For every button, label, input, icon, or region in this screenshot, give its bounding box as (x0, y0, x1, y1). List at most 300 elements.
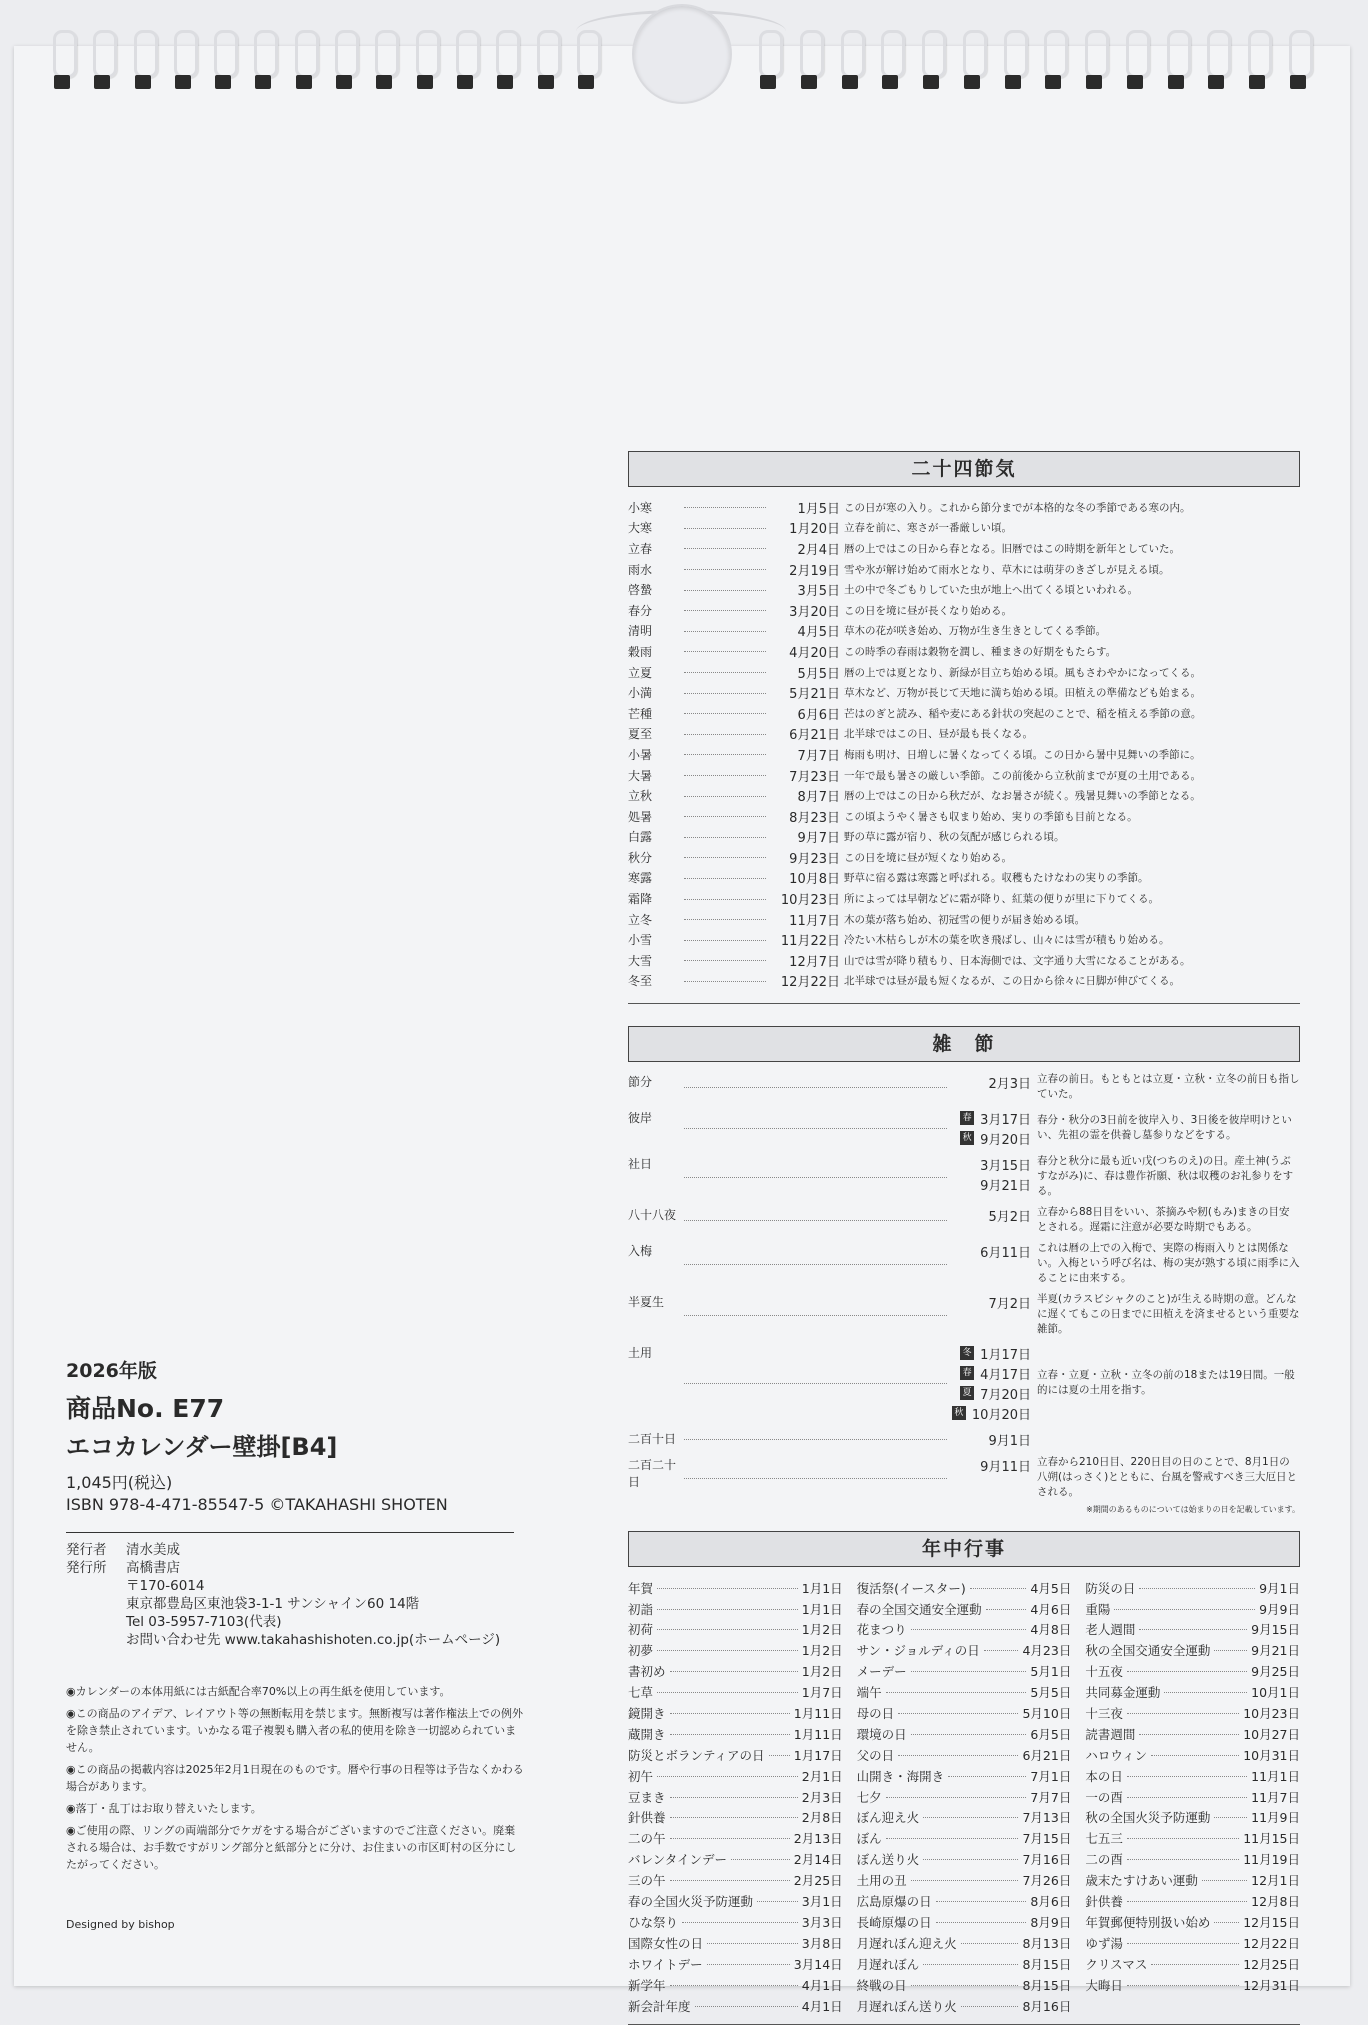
leader-dots (684, 1314, 947, 1316)
event-row (1085, 1891, 1300, 1912)
zassetsu-description: 春分・秋分の3日前を彼岸入り、3日後を彼岸明けといい、先祖の霊を供養し墓参りなどをする。 (1037, 1114, 1292, 1142)
coil-loop (577, 30, 601, 78)
sekki-date: 10月8日 (789, 872, 840, 888)
season-tag: 春 (960, 1366, 974, 1380)
sekki-row (628, 621, 1300, 642)
season-tag: 秋 (960, 1131, 974, 1145)
sekki-name: 立春 (628, 541, 653, 556)
event-date: 10月1日 (1251, 1685, 1300, 1701)
zassetsu-row (628, 1429, 1300, 1449)
isbn: ISBN 978-4-471-85547-5 ©TAKAHASHI SHOTEN (66, 1495, 448, 1514)
sekki-description: この日が寒の入り。これから節分までが本格的な冬の季節である寒の内。 (844, 501, 1191, 514)
date-line (952, 1403, 1031, 1423)
event-date: 2月8日 (801, 1810, 843, 1826)
zassetsu-dates (951, 1154, 1031, 1199)
leader-dots (886, 1837, 1019, 1839)
leader-dots (684, 795, 766, 797)
sekki-row (628, 868, 1300, 889)
leader-dots (670, 1712, 790, 1714)
divider (66, 1532, 514, 1533)
coil-loop (416, 30, 440, 78)
events-column (628, 1577, 843, 2016)
punch-hole (1249, 75, 1265, 89)
event-row (628, 1786, 843, 1807)
zassetsu-row (628, 1108, 1300, 1148)
event-date: 12月31日 (1243, 1977, 1300, 1993)
event-name: 復活祭(イースター) (856, 1580, 966, 1596)
event-name: 読書週間 (1085, 1726, 1136, 1742)
event-date: 1月17日 (793, 1747, 843, 1763)
event-row (1085, 1807, 1300, 1828)
event-row (628, 1619, 843, 1640)
binding-coil (919, 30, 943, 94)
event-name: クリスマス (1085, 1956, 1148, 1972)
leader-dots (684, 1477, 947, 1479)
event-date: 11月9日 (1251, 1810, 1300, 1826)
zassetsu-description (1031, 1429, 1300, 1449)
event-name: 初詣 (628, 1601, 654, 1617)
zassetsu-date: 7月20日 (980, 1387, 1031, 1403)
event-date: 7月16日 (1022, 1852, 1072, 1868)
zassetsu-row (628, 1072, 1300, 1102)
leader-dots (1139, 1587, 1255, 1589)
event-date: 3月1日 (801, 1894, 843, 1910)
binding-coil (131, 30, 155, 94)
company-name: 高橋書店 (126, 1560, 180, 1576)
price: 1,045円(税込) (66, 1473, 173, 1492)
leader-dots (657, 1775, 798, 1777)
punch-hole (215, 75, 231, 89)
leader-dots (684, 1127, 947, 1129)
leader-dots (1127, 1775, 1247, 1777)
event-name: 七五三 (1085, 1831, 1123, 1847)
zassetsu-name: 入梅 (628, 1244, 653, 1259)
zassetsu-date: 9月1日 (988, 1433, 1031, 1449)
sekki-row (628, 497, 1300, 518)
event-row (628, 1870, 843, 1891)
coil-loop (1207, 30, 1231, 78)
sekki-date: 12月7日 (789, 954, 840, 970)
leader-dots (1214, 1816, 1247, 1818)
sekki-name: 大寒 (628, 521, 653, 536)
event-name: 針供養 (628, 1810, 666, 1826)
event-date: 8月9日 (1030, 1914, 1072, 1930)
binding-coil (1082, 30, 1106, 94)
leader-dots (986, 1608, 1027, 1610)
zassetsu-description: 立春から210日目、220日目の日のことで、8月1日の八朔(はっさく)とともに、台風を警戒すべき三大厄日とされる。 (1037, 1456, 1297, 1499)
event-row (1085, 1932, 1300, 1953)
event-row (628, 1828, 843, 1849)
zassetsu-date: 2月3日 (988, 1076, 1031, 1092)
coil-loop (496, 30, 520, 78)
leader-dots (684, 980, 766, 982)
date-line (960, 1108, 1031, 1128)
coil-loop (759, 30, 783, 78)
event-date: 5月10日 (1022, 1706, 1072, 1722)
sekki-name: 立秋 (628, 789, 653, 804)
coil-loop (1248, 30, 1272, 78)
event-row (857, 1640, 1072, 1661)
event-date: 9月21日 (1251, 1643, 1300, 1659)
events-column (857, 1577, 1072, 2016)
zassetsu-row (628, 1292, 1300, 1337)
event-name: 老人週間 (1085, 1622, 1136, 1638)
event-name: バレンタインデー (628, 1852, 727, 1868)
binding-coil (534, 30, 558, 94)
event-row (857, 1765, 1072, 1786)
event-row (1085, 1765, 1300, 1786)
zassetsu-dates (951, 1455, 1031, 1500)
leader-dots (1214, 1649, 1247, 1651)
leader-dots (923, 1816, 1018, 1818)
coil-loop (1289, 30, 1313, 78)
date-line (960, 1128, 1031, 1148)
zassetsu-date: 9月11日 (980, 1459, 1031, 1475)
sekki-date: 6月21日 (789, 728, 840, 744)
event-row (857, 1891, 1072, 1912)
event-date: 7月7日 (1030, 1789, 1072, 1805)
binding-coil (1041, 30, 1065, 94)
event-name: 山開き・海開き (856, 1768, 945, 1784)
event-row (1085, 1870, 1300, 1891)
event-date: 6月21日 (1022, 1747, 1072, 1763)
zassetsu-row (628, 1455, 1300, 1500)
binding-coil (251, 30, 275, 94)
sekki-row (628, 641, 1300, 662)
event-name: 環境の日 (856, 1726, 907, 1742)
leader-dots (911, 1984, 1019, 1986)
punch-hole (135, 75, 151, 89)
leader-dots (695, 2005, 798, 2007)
event-date: 1月2日 (801, 1664, 843, 1680)
sekki-row (628, 847, 1300, 868)
event-name: 蔵開き (628, 1726, 666, 1742)
sekki-name: 小寒 (628, 500, 653, 515)
event-date: 8月13日 (1022, 1935, 1072, 1951)
coil-loop (174, 30, 198, 78)
leader-dots (684, 774, 766, 776)
binding-coil (797, 30, 821, 94)
season-tag: 夏 (960, 1386, 974, 1400)
leader-dots (1164, 1691, 1247, 1693)
leader-dots (670, 1733, 790, 1735)
event-row (857, 1577, 1072, 1598)
sekki-name: 芒種 (628, 706, 653, 721)
leader-dots (684, 856, 766, 858)
zassetsu-date: 9月21日 (980, 1178, 1031, 1194)
event-row (1085, 1744, 1300, 1765)
event-row (857, 1723, 1072, 1744)
publisher-label: 発行者 (66, 1542, 107, 1558)
binding-coils-right (756, 30, 1310, 100)
event-name: 春の全国火災予防運動 (628, 1894, 754, 1910)
sekki-row (628, 518, 1300, 539)
event-date: 9月25日 (1251, 1664, 1300, 1680)
date-line (960, 1363, 1031, 1383)
event-name: 月遅れぼん送り火 (856, 1998, 957, 2014)
leader-dots (1127, 1796, 1247, 1798)
punch-hole (801, 75, 817, 89)
sekki-description: 土の中で冬ごもりしていた虫が地上へ出てくる頃といわれる。 (844, 584, 1138, 597)
leader-dots (1151, 1963, 1239, 1965)
leader-dots (684, 815, 766, 817)
date-line (988, 1072, 1031, 1092)
event-name: 針供養 (1085, 1894, 1123, 1910)
sekki-description: この時季の春雨は穀物を潤し、種まきの好期をもたらす。 (844, 645, 1117, 658)
event-date: 1月1日 (801, 1580, 843, 1596)
sekki-date: 7月7日 (797, 748, 840, 764)
zassetsu-name: 社日 (628, 1157, 653, 1172)
binding-coil (1164, 30, 1188, 94)
binding-coil (1204, 30, 1228, 94)
sekki-row (628, 909, 1300, 930)
leader-dots (684, 568, 766, 570)
binding-coil (1001, 30, 1025, 94)
season-tag: 秋 (952, 1406, 966, 1420)
event-row (857, 1870, 1072, 1891)
zassetsu-header: 雑 節 (628, 1026, 1300, 1062)
event-row (857, 1953, 1072, 1974)
event-row (628, 1953, 843, 1974)
event-row (628, 1723, 843, 1744)
leader-dots (684, 712, 766, 714)
zassetsu-name: 彼岸 (628, 1111, 653, 1126)
zassetsu-description: 半夏(カラスビシャクのこと)が生える時期の意。どんなに遅くてもこの日までに田植えを済ませるという重要な雑節。 (1037, 1293, 1300, 1336)
punch-hole (578, 75, 594, 89)
leader-dots (684, 753, 766, 755)
event-date: 8月16日 (1022, 1998, 1072, 2014)
contact-url: お問い合わせ先 www.takahashishoten.co.jp(ホームページ) (126, 1632, 501, 1648)
leader-dots (684, 1382, 947, 1384)
sekki-name: 大暑 (628, 768, 653, 783)
leader-dots (923, 1963, 1018, 1965)
leader-dots (1127, 1712, 1239, 1714)
event-date: 7月1日 (1030, 1768, 1072, 1784)
sekki-description: 立春を前に、寒さが一番厳しい頃。 (844, 522, 1012, 535)
leader-dots (684, 1086, 947, 1088)
event-name: 歳末たすけあい運動 (1085, 1873, 1198, 1889)
event-name: 共同募金運動 (1085, 1685, 1161, 1701)
leader-dots (684, 959, 766, 961)
zassetsu-date: 5月2日 (988, 1209, 1031, 1225)
punch-hole (255, 75, 271, 89)
event-row (857, 1807, 1072, 1828)
coil-loop (537, 30, 561, 78)
leader-dots (684, 1438, 947, 1440)
zassetsu-name: 土用 (628, 1346, 653, 1361)
sekki-name: 啓蟄 (628, 583, 653, 598)
zassetsu-dates (951, 1072, 1031, 1102)
zassetsu-row (628, 1154, 1300, 1199)
leader-dots (898, 1712, 1018, 1714)
leader-dots (670, 1984, 798, 1986)
leader-dots (670, 1816, 798, 1818)
leader-dots (684, 939, 766, 941)
date-line (988, 1292, 1031, 1312)
event-name: 三の午 (628, 1873, 666, 1889)
event-row (857, 1744, 1072, 1765)
sekki-name: 立夏 (628, 665, 653, 680)
event-name: メーデー (856, 1664, 907, 1680)
event-date: 9月15日 (1251, 1622, 1300, 1638)
leader-dots (707, 1963, 790, 1965)
leader-dots (1214, 1921, 1239, 1923)
event-row (628, 1974, 843, 1995)
binding-coil (292, 30, 316, 94)
event-row (857, 1974, 1072, 1995)
sekki-description: 冷たい木枯らしが木の葉を吹き飛ばし、山々には雪が積もり始める。 (844, 934, 1170, 947)
product-name: エコカレンダー壁掛[B4] (66, 1433, 338, 1461)
binding-coil (372, 30, 396, 94)
sekki-date: 5月21日 (789, 687, 840, 703)
event-row (857, 1995, 1072, 2016)
sekki-date: 9月7日 (797, 831, 840, 847)
event-name: 広島原爆の日 (856, 1894, 932, 1910)
event-name: 月遅れぼん迎え火 (856, 1935, 957, 1951)
event-row (628, 1661, 843, 1682)
sekki-name: 秋分 (628, 850, 653, 865)
binding-coil (211, 30, 235, 94)
sekki-name: 雨水 (628, 562, 653, 577)
binding-coil (878, 30, 902, 94)
zassetsu-name: 節分 (628, 1075, 653, 1090)
coil-loop (456, 30, 480, 78)
event-date: 1月11日 (793, 1706, 843, 1722)
punch-hole (1168, 75, 1184, 89)
event-date: 4月8日 (1030, 1622, 1072, 1638)
leader-dots (684, 609, 766, 611)
season-tag: 冬 (960, 1346, 974, 1360)
event-name: 初夢 (628, 1643, 654, 1659)
binding-coil (756, 30, 780, 94)
punch-hole (497, 75, 513, 89)
leader-dots (684, 836, 766, 838)
sekki-description: 草木の花が咲き始め、万物が生き生きとしてくる季節。 (844, 625, 1107, 638)
event-date: 11月15日 (1243, 1831, 1300, 1847)
binding-coil (453, 30, 477, 94)
sekki-row (628, 703, 1300, 724)
sekki-name: 小暑 (628, 747, 653, 762)
sekki-name: 春分 (628, 603, 653, 618)
punch-hole (964, 75, 980, 89)
sekki-date: 8月23日 (789, 810, 840, 826)
punch-hole (1290, 75, 1306, 89)
event-row (628, 1703, 843, 1724)
event-row (1085, 1619, 1300, 1640)
event-name: 初午 (628, 1768, 654, 1784)
event-date: 10月31日 (1243, 1747, 1300, 1763)
event-name: 一の酉 (1085, 1789, 1123, 1805)
date-line (960, 1383, 1031, 1403)
leader-dots (984, 1649, 1019, 1651)
sekki-description: 木の葉が落ち始め、初冠雪の便りが届き始める頃。 (844, 913, 1086, 926)
zassetsu-date: 7月2日 (988, 1296, 1031, 1312)
leader-dots (936, 1900, 1027, 1902)
event-row (1085, 1640, 1300, 1661)
event-row (857, 1682, 1072, 1703)
product-number: 商品No. E77 (66, 1394, 225, 1423)
sekki-name: 霜降 (628, 892, 653, 907)
zassetsu-date: 6月11日 (980, 1245, 1031, 1261)
leader-dots (684, 692, 766, 694)
sekki-date: 1月20日 (789, 522, 840, 538)
sekki-row (628, 765, 1300, 786)
edition: 2026年版 (66, 1360, 157, 1382)
event-name: 防災の日 (1085, 1580, 1136, 1596)
event-row (857, 1598, 1072, 1619)
leader-dots (961, 2005, 1019, 2007)
sekki-name: 大雪 (628, 953, 653, 968)
company-label: 発行所 (66, 1560, 107, 1576)
product-info (66, 1356, 526, 1878)
zassetsu-dates (951, 1343, 1031, 1423)
event-date: 5月5日 (1030, 1685, 1072, 1701)
event-date: 1月7日 (801, 1685, 843, 1701)
sekki-date: 6月6日 (797, 707, 840, 723)
event-date: 7月13日 (1022, 1810, 1072, 1826)
event-row (628, 1640, 843, 1661)
punch-hole (1086, 75, 1102, 89)
sekki-description: 北半球ではこの日、昼が最も長くなる。 (844, 728, 1033, 741)
leader-dots (1127, 1900, 1247, 1902)
sekki-row (628, 579, 1300, 600)
event-name: 秋の全国交通安全運動 (1085, 1643, 1211, 1659)
event-row (1085, 1682, 1300, 1703)
sekki-date: 8月7日 (797, 790, 840, 806)
leader-dots (684, 527, 766, 529)
coil-loop (1044, 30, 1068, 78)
event-date: 9月1日 (1259, 1580, 1300, 1596)
coil-loop (295, 30, 319, 78)
event-name: ぼん迎え火 (856, 1810, 920, 1826)
leader-dots (911, 1733, 1027, 1735)
leader-dots (886, 1796, 1027, 1798)
punch-hole (538, 75, 554, 89)
date-line (980, 1241, 1031, 1261)
address: 東京都豊島区東池袋3-1-1 サンシャイン60 14階 (126, 1596, 420, 1612)
sekki-date: 3月20日 (789, 604, 840, 620)
sekki-description: 所によっては早朝などに霜が降り、紅葉の便りが里に下りてくる。 (844, 893, 1159, 906)
event-date: 10月23日 (1243, 1706, 1300, 1722)
leader-dots (684, 1263, 947, 1265)
leader-dots (1127, 1942, 1239, 1944)
punch-hole (760, 75, 776, 89)
event-row (1085, 1577, 1300, 1598)
event-date: 7月26日 (1022, 1873, 1072, 1889)
event-row (1085, 1598, 1300, 1619)
leader-dots (1127, 1670, 1247, 1672)
sekki-row (628, 929, 1300, 950)
event-row (1085, 1703, 1300, 1724)
event-name: 本の日 (1085, 1768, 1123, 1784)
binding-coil (574, 30, 598, 94)
event-date: 4月6日 (1030, 1601, 1072, 1617)
event-row (857, 1849, 1072, 1870)
event-date: 4月5日 (1030, 1580, 1072, 1596)
sekki-date: 1月5日 (797, 501, 840, 517)
event-row (628, 1744, 843, 1765)
event-row (1085, 1723, 1300, 1744)
sekki-name: 処暑 (628, 809, 653, 824)
sekki-description: この日を境に昼が短くなり始める。 (844, 851, 1012, 864)
event-name: 大晦日 (1085, 1977, 1123, 1993)
leader-dots (911, 1879, 1019, 1881)
sekki-description: 山では雪が降り積もり、日本海側では、文字通り大雪になることがある。 (844, 954, 1191, 967)
sekki-description: 梅雨も明け、日増しに暑くなってくる頃。この日から暑中見舞いの季節に。 (844, 748, 1201, 761)
binding-coil (493, 30, 517, 94)
event-date: 10月27日 (1243, 1726, 1300, 1742)
events-column (1085, 1577, 1300, 2016)
